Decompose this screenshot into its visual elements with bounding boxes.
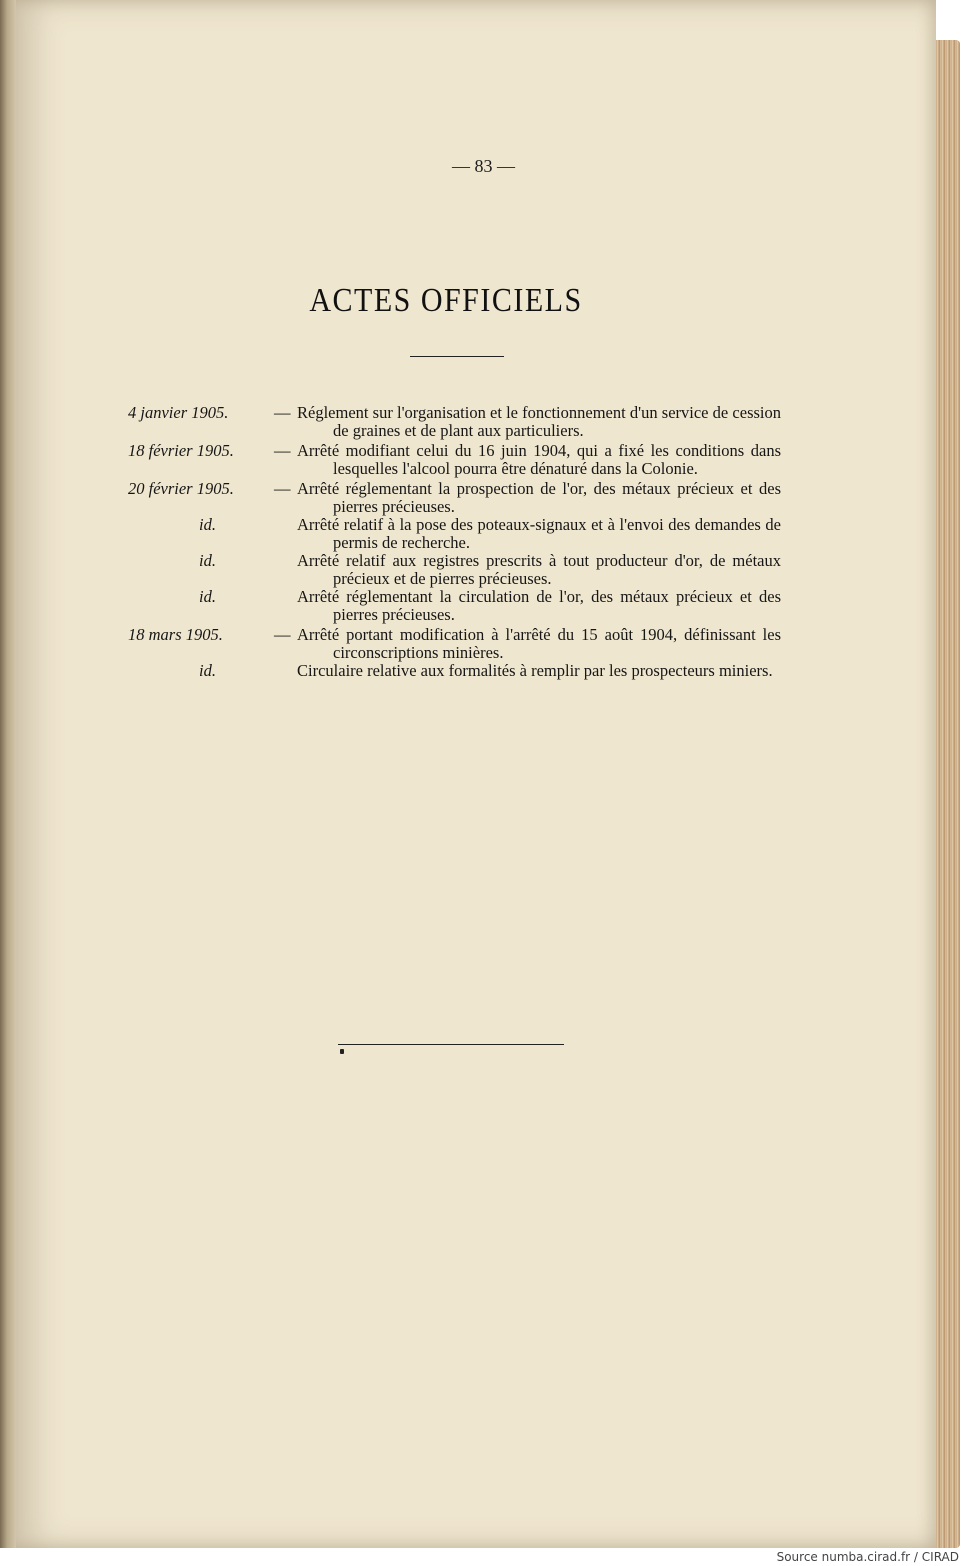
act-text: Réglement sur l'organisation et le fonctionnement d'un service de cession de graines et de plant aux particuliers. (297, 403, 781, 440)
act-date: 20 février 1905. (128, 479, 234, 498)
act-dash: — (274, 625, 291, 644)
source-credit: Source numba.cirad.fr / CIRAD (776, 1550, 959, 1564)
act-text: Arrêté réglementant la prospection de l'or, des métaux précieux et des pierres précieuses. (297, 479, 781, 516)
page-number: — 83 — (452, 156, 515, 176)
act-text: Arrêté réglementant la circulation de l'or, des métaux précieux et des pierres précieuses. (297, 587, 781, 624)
act-dash: — (274, 479, 291, 498)
act-date: id. (199, 551, 216, 570)
act-date: 4 janvier 1905. (128, 403, 229, 422)
act-dash: — (274, 403, 291, 422)
page-edges (936, 40, 960, 1548)
act-entry (0, 588, 967, 623)
act-date: id. (199, 661, 216, 680)
act-text: Arrêté relatif à la pose des poteaux-signaux et à l'envoi des demandes de permis de recherche. (297, 515, 781, 552)
act-entry (0, 626, 967, 661)
page-title: ACTES OFFICIELS (309, 282, 583, 319)
act-text: Arrêté relatif aux registres prescrits à tout producteur d'or, de métaux précieux et de pierres précieuses. (297, 551, 781, 588)
acts-list (0, 404, 967, 681)
ink-speck (340, 1049, 344, 1054)
book-page (16, 0, 936, 1548)
act-entry (0, 662, 967, 680)
act-entry (0, 480, 967, 515)
act-date: id. (199, 515, 216, 534)
act-text: Arrêté portant modification à l'arrêté du 15 août 1904, définissant les circonscriptions minières. (297, 625, 781, 662)
act-dash: — (274, 441, 291, 460)
act-text: Circulaire relative aux formalités à remplir par les prospecteurs miniers. (297, 661, 773, 680)
act-entry (0, 552, 967, 587)
act-entry (0, 516, 967, 551)
act-date: 18 février 1905. (128, 441, 234, 460)
closing-rule (338, 1044, 564, 1045)
act-date: id. (199, 587, 216, 606)
title-rule (410, 356, 504, 357)
act-entry (0, 404, 967, 439)
act-entry (0, 442, 967, 477)
act-text: Arrêté modifiant celui du 16 juin 1904, qui a fixé les conditions dans lesquelles l'alcool pourra être dénaturé dans la Colonie. (297, 441, 781, 478)
act-date: 18 mars 1905. (128, 625, 223, 644)
